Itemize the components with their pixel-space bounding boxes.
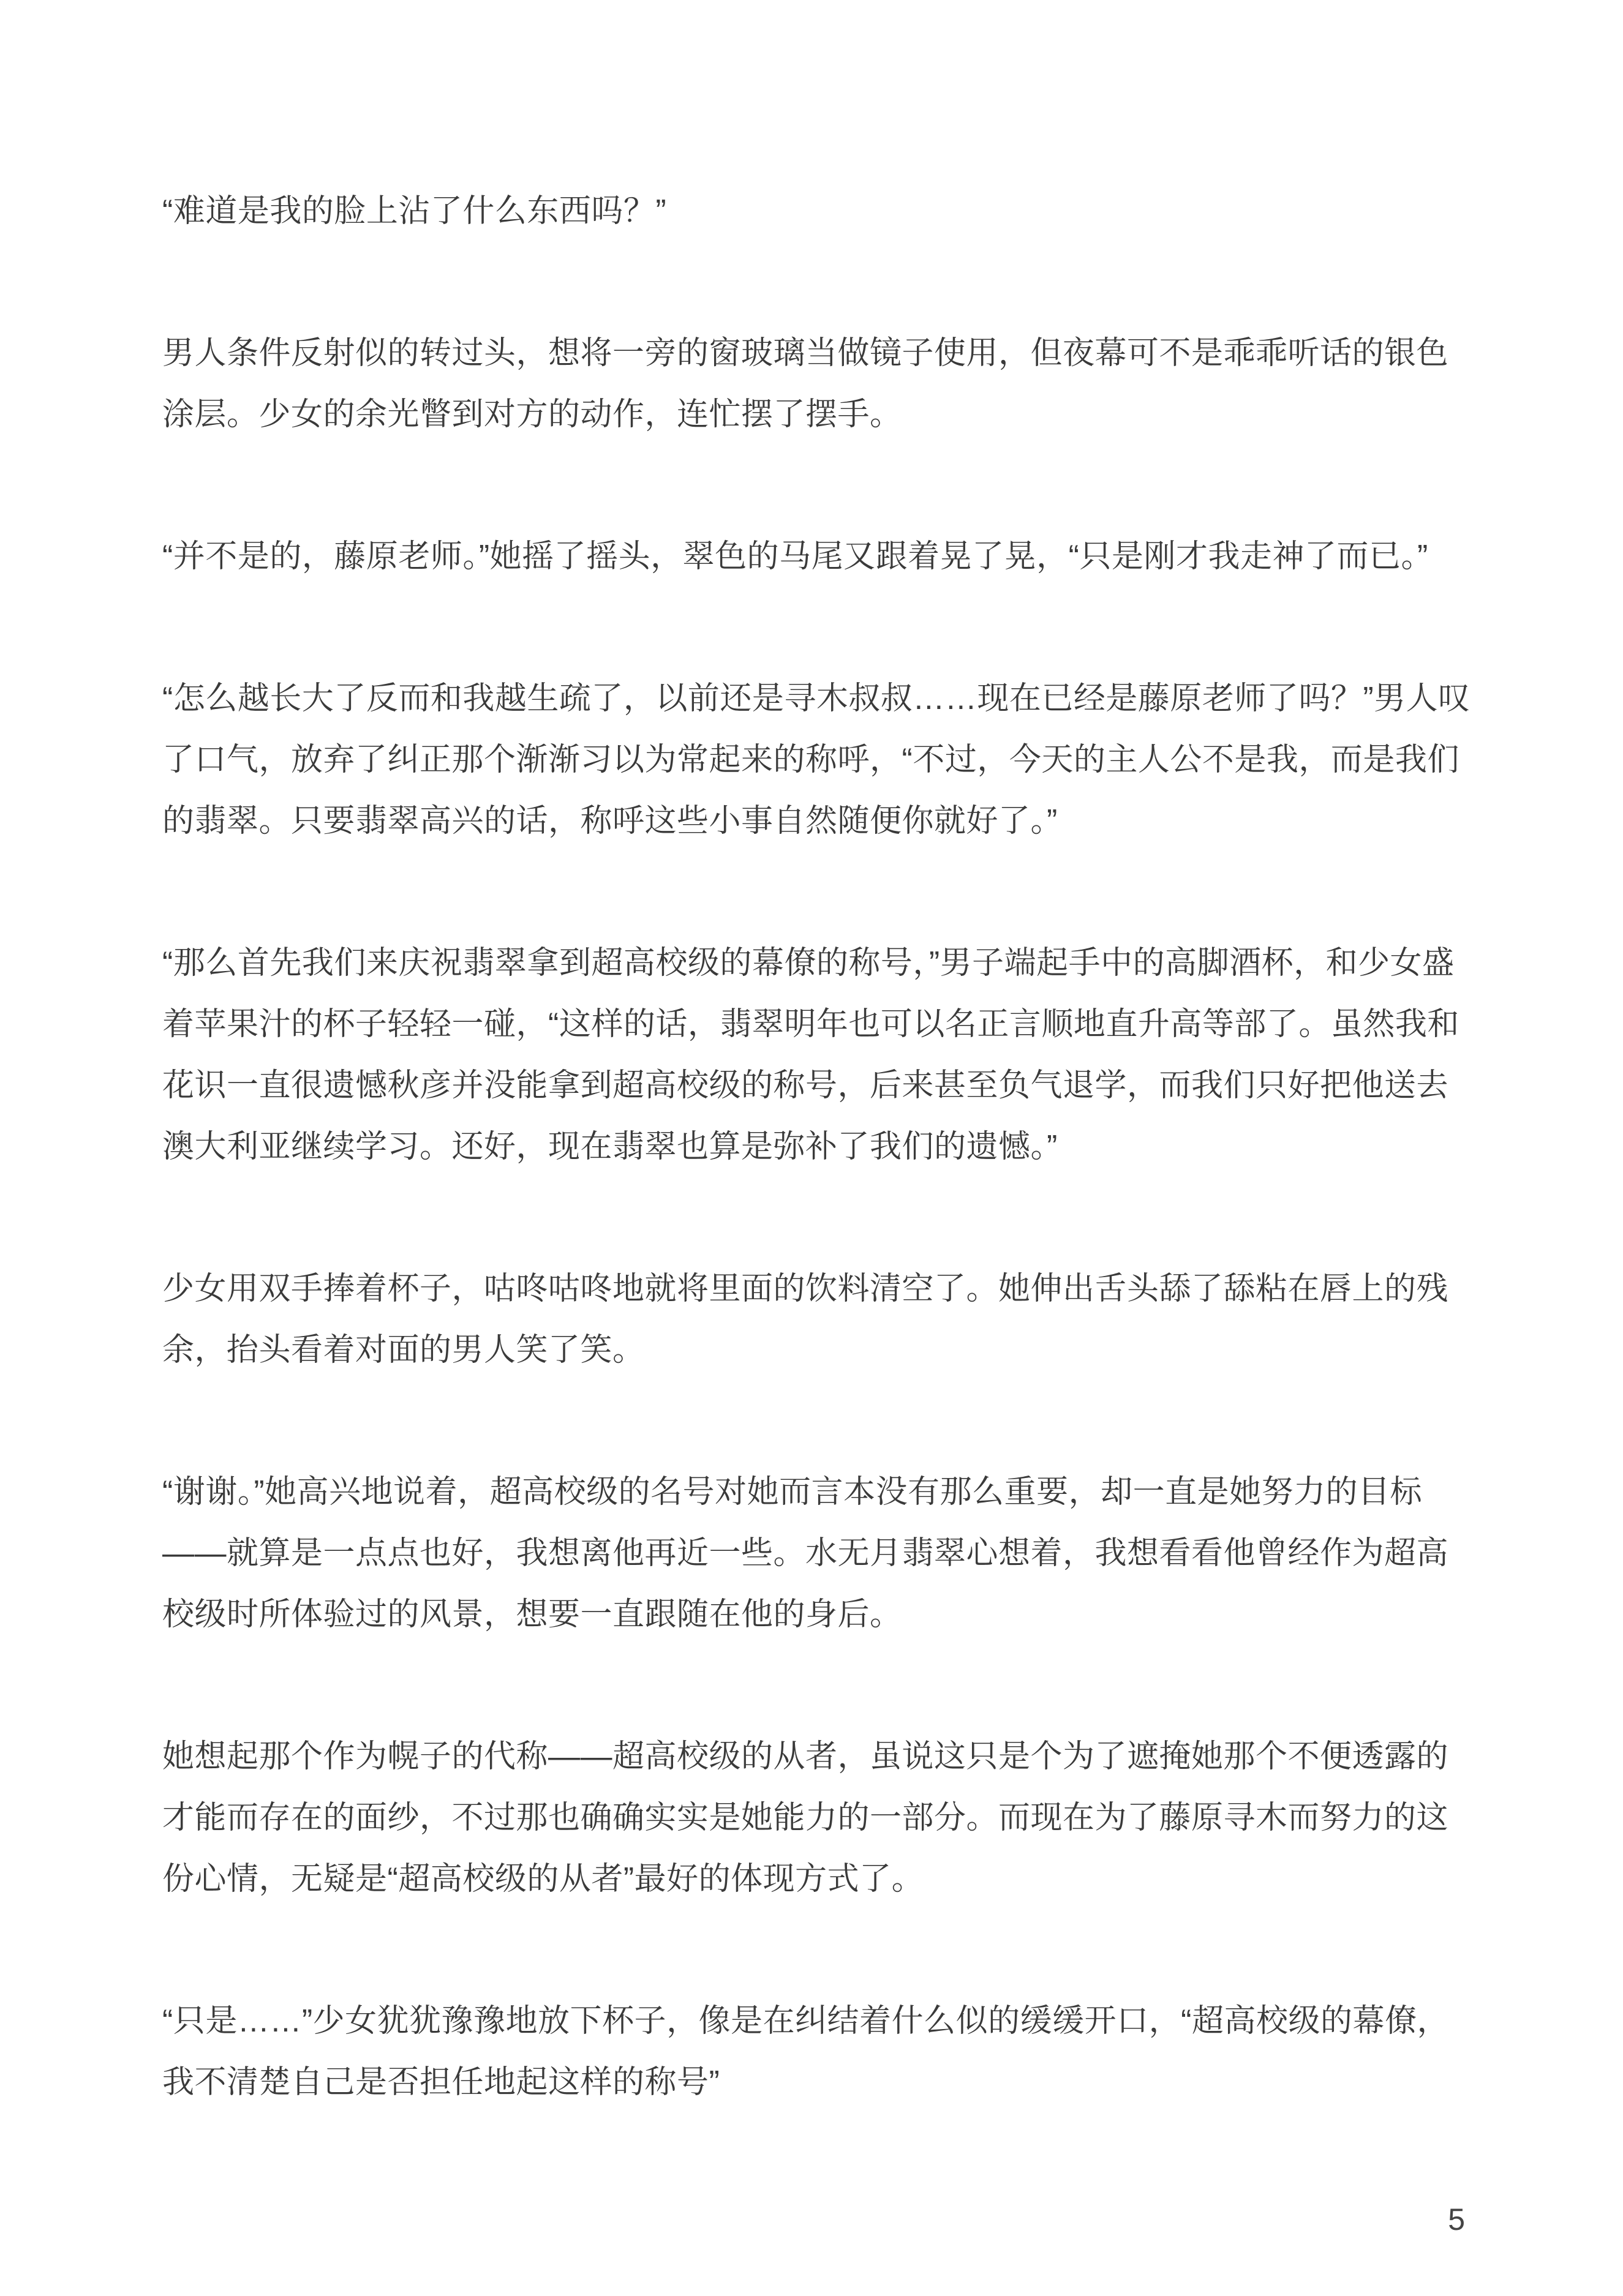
paragraph-5: “那么首先我们来庆祝翡翠拿到超高校级的幕僚的称号，”男子端起手中的高脚酒杯，和少女盛着苹果汁的杯子轻轻一碰，“这样的话，翡翠明年也可以名正言顺地直升高等部了。虽然我和花识一直很遗憾秋彦并没能拿到超高校级的称号，后来甚至负气退学，而我们只好把他送去澳大利亚继续学习。还好，现在翡翠也算是弥补了我们的遗憾。” bbox=[162, 945, 1459, 1165]
paragraph-7: “谢谢。”她高兴地说着，超高校级的名号对她而言本没有那么重要，却一直是她努力的目标——就算是一点点也好，我想离他再近一些。水无月翡翠心想着，我想看看他曾经作为超高校级时所体验过的风景，想要一直跟随在他的身后。 bbox=[162, 1474, 1449, 1632]
paragraph-8: 她想起那个作为幌子的代称——超高校级的从者，虽说这只是个为了遮掩她那个不便透露的才能而存在的面纱，不过那也确确实实是她能力的一部分。而现在为了藤原寻木而努力的这份心情，无疑是“超高校级的从者”最好的体现方式了。 bbox=[162, 1739, 1449, 1897]
paragraph-9: “只是……”少女犹犹豫豫地放下杯子，像是在纠结着什么似的缓缓开口，“超高校级的幕僚，我不清楚自己是否担任地起这样的称号” bbox=[162, 2003, 1449, 2100]
text-content bbox=[162, 181, 1473, 2194]
paragraph-6: 少女用双手捧着杯子，咕咚咕咚地就将里面的饮料清空了。她伸出舌头舔了舔粘在唇上的残余，抬头看着对面的男人笑了笑。 bbox=[162, 1271, 1449, 1368]
paragraph-1: “难道是我的脸上沾了什么东西吗？” bbox=[162, 193, 667, 229]
paragraph-3: “并不是的，藤原老师。”她摇了摇头，翠色的马尾又跟着晃了晃，“只是刚才我走神了而已。” bbox=[162, 539, 1428, 574]
page-number: 5 bbox=[1448, 2202, 1465, 2237]
paragraph-2: 男人条件反射似的转过头，想将一旁的窗玻璃当做镜子使用，但夜幕可不是乖乖听话的银色涂层。少女的余光瞥到对方的动作，连忙摆了摆手。 bbox=[162, 336, 1449, 432]
paragraph-4: “怎么越长大了反而和我越生疏了，以前还是寻木叔叔……现在已经是藤原老师了吗？”男人叹了口气，放弃了纠正那个渐渐习以为常起来的称呼，“不过，今天的主人公不是我，而是我们的翡翠。只要翡翠高兴的话，称呼这些小事自然随便你就好了。” bbox=[162, 681, 1470, 839]
